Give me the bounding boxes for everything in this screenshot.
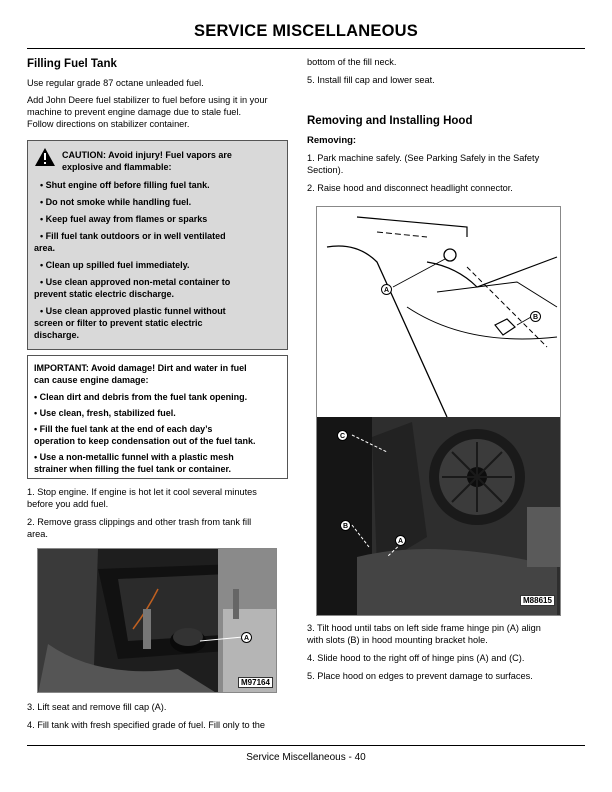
step-4: 4. Fill tank with fresh specified grade of fuel. Fill only to the [27, 720, 265, 730]
caution-item: • Use clean approved plastic funnel without screen or filter to prevent static electric discharge. [34, 306, 226, 340]
important-item: • Use clean, fresh, stabilized fuel. [34, 408, 176, 418]
caution-item: • Keep fuel away from flames or sparks [40, 214, 208, 224]
callout-c: C [337, 430, 348, 441]
callout-b: B [340, 520, 351, 531]
caution-item: • Shut engine off before filling fuel tank. [40, 180, 210, 190]
callout-a-top: A [381, 284, 392, 295]
important-item: • Clean dirt and debris from the fuel tank opening. [34, 392, 248, 402]
paragraph-stabilizer: Add John Deere fuel stabilizer to fuel before using it in your machine to prevent engine damage due to stale fuel. Follow directions on stabilizer container. [27, 95, 268, 129]
hood-step-5: 5. Place hood on edges to prevent damage to surfaces. [307, 671, 533, 681]
section-heading-filling-fuel-tank: Filling Fuel Tank [27, 58, 117, 70]
fuel-tank-illustration [38, 549, 277, 693]
step-5: 5. Install fill cap and lower seat. [307, 75, 435, 85]
hood-step-1: 1. Park machine safely. (See Parking Safely in the Safety Section). [307, 153, 540, 175]
hood-step-3: 3. Tilt hood until tabs on left side frame hinge pin (A) align with slots (B) in hood mounting bracket hole. [307, 623, 541, 645]
page-footer: Service Miscellaneous - 40 [246, 752, 366, 763]
hood-step-4: 4. Slide hood to the right off of hinge pins (A) and (C). [307, 653, 525, 663]
step-3: 3. Lift seat and remove fill cap (A). [27, 702, 167, 712]
caution-item: • Fill fuel tank outdoors or in well ventilated area. [34, 231, 226, 253]
subheading-removing: Removing: [307, 135, 357, 146]
caution-box [27, 140, 288, 350]
hood-illustration [317, 207, 561, 616]
important-heading: IMPORTANT: Avoid damage! Dirt and water in fuel can cause engine damage: [34, 363, 247, 385]
callout-a: A [395, 535, 406, 546]
fuel-tank-photo [37, 548, 277, 693]
step-1: 1. Stop engine. If engine is hot let it cool several minutes before you add fuel. [27, 487, 257, 509]
important-item: • Use a non-metallic funnel with a plastic mesh strainer when filling the fuel tank or container. [34, 452, 234, 474]
figure-code: M88615 [520, 595, 555, 606]
step-4-continued: bottom of the fill neck. [307, 57, 397, 67]
figure-code: M97164 [238, 677, 273, 688]
page-title: SERVICE MISCELLANEOUS [194, 22, 418, 40]
footer-rule [27, 745, 585, 746]
caution-item: • Use clean approved non-metal container to prevent static electric discharge. [34, 277, 231, 299]
important-item: • Fill the fuel tank at the end of each day’s operation to keep condensation out of the fuel tank. [34, 424, 256, 446]
step-2: 2. Remove grass clippings and other trash from tank fill area. [27, 517, 252, 539]
callout-a: A [241, 632, 252, 643]
caution-item: • Do not smoke while handling fuel. [40, 197, 192, 207]
section-heading-hood: Removing and Installing Hood [307, 115, 473, 127]
important-box [27, 355, 288, 479]
caution-heading: CAUTION: Avoid injury! Fuel vapors are explosive and flammable: [62, 150, 232, 172]
header-rule [27, 48, 585, 49]
caution-item: • Clean up spilled fuel immediately. [40, 260, 190, 270]
hood-figure [316, 206, 561, 616]
hood-step-2: 2. Raise hood and disconnect headlight connector. [307, 183, 513, 193]
paragraph-fuel-grade: Use regular grade 87 octane unleaded fuel. [27, 78, 204, 88]
callout-b-top: B [530, 311, 541, 322]
